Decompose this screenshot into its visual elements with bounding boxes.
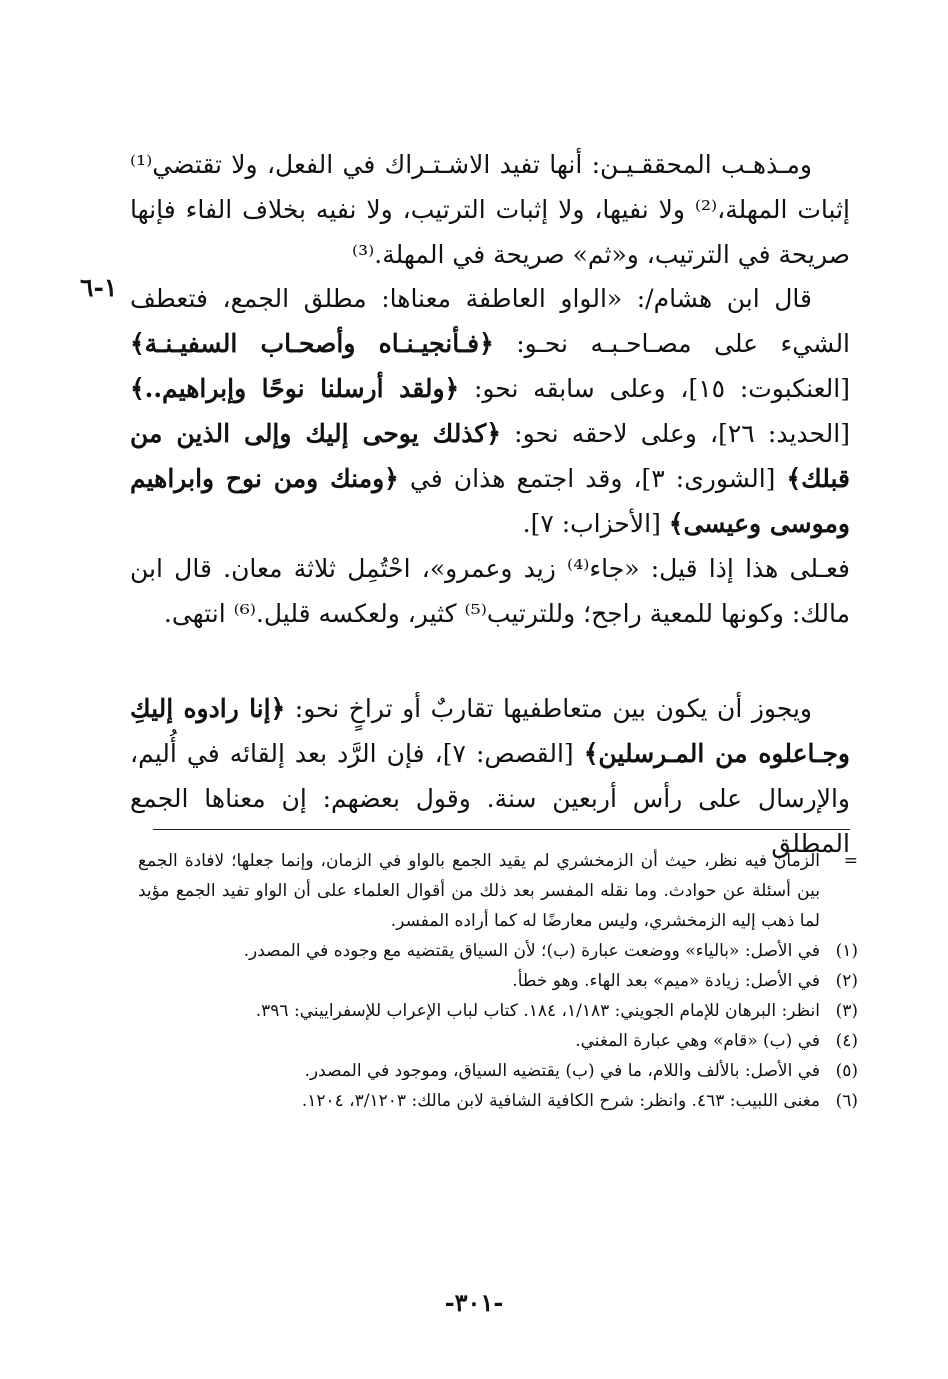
footnote-text: في الأصل: «بالياء» ووضعت عبارة (ب)؛ لأن السياق يقتضيه مع وجوده في المصدر. [243, 941, 820, 961]
quran-quote-2: ﴿ولقد أرسلنا نوحًا وإبراهيم..﴾ [130, 374, 460, 403]
reference-4: [الأحزاب: ٧]. [522, 509, 661, 538]
second-block [130, 686, 850, 866]
reference-3: [الشورى: ٣]، وقد اجتمع هذان في [409, 464, 776, 493]
footnote-text: في (ب) «قام» وهي عبارة المغني. [575, 1031, 820, 1051]
footnote-2 [138, 966, 858, 996]
reference-2: [الحديد: ٢٦]، وعلى لاحقه نحو: [514, 419, 850, 448]
quran-quote-5: ﴿إنا رادوه إليكِ وجـاعلوه من المـرسلين﴾ [130, 694, 851, 768]
footnote-3 [138, 996, 858, 1026]
quote-block [130, 276, 850, 636]
reference-1: [العنكبوت: ١٥]، وعلى سابقه نحو: [473, 374, 850, 403]
page-number: -٣٠١- [444, 1288, 504, 1317]
footnote-number: (٥) [835, 1061, 858, 1081]
paragraph-4-intro: ويجوز أن يكون بين متعاطفيها تقاربٌ أو تراخٍ نحو: [294, 694, 812, 723]
quran-quote-3: ﴿كذلك يوحى إليك وإلى الذين من قبلك﴾ [130, 419, 850, 493]
footnote-text: مغنى اللبيب: ٤٦٣. وانظر: شرح الكافية الشافية لابن مالك: ٣/١٢٠٣، ١٢٠٤. [301, 1091, 820, 1111]
margin-marker: ١-٦ [80, 273, 118, 302]
paragraph-3: فعـلى هذا إذا قيل: «جاء⁽⁴⁾ زيد وعمرو»، احْتُمِل ثلاثة معان. قال ابن مالك: وكونها للمعية راجح؛ وللترتيب⁽⁵⁾ كثير، ولعكسه قليل.⁽⁶⁾ انتهى. [130, 554, 850, 628]
footnote-number: (١) [835, 941, 858, 961]
footnote-number: = [843, 851, 858, 871]
footnote-number: (٤) [835, 1031, 858, 1051]
footnote-5 [138, 1056, 858, 1086]
footnote-text: انظر: البرهان للإمام الجويني: ١/١٨٣، ١٨٤. كتاب لباب الإعراب للإسفراييني: ٣٩٦. [255, 1001, 820, 1021]
footnote-number: (٣) [835, 1001, 858, 1021]
footnote-number: (٦) [835, 1091, 858, 1111]
main-text [130, 142, 850, 277]
footnote-text: الزمان فيه نظر، حيث أن الزمخشري لم يقيد الجمع بالواو في الزمان، وإنما جعلها؛ لافادة الجمع بين أسئلة عن حوادث. وما نقله المفسر بعد ذلك من أقوال العلماء على أن الواو تفيد الجمع مؤيد لما ذهب إليه الزمخشري، وليس معارضًا له كما أراده المفسر. [138, 851, 820, 931]
paragraph-2-intro: قال ابن هشام/: «الواو العاطفة معناها: مطلق الجمع، فتعطف الشيء على مصـاحـبـه نحـو: [130, 284, 851, 358]
footnote-4 [138, 1026, 858, 1056]
footnote-text: في الأصل: بالألف واللام، ما في (ب) يقتضيه السياق، وموجود في المصدر. [304, 1061, 820, 1081]
footnote-continuation [138, 846, 858, 936]
paragraph-4 [130, 686, 850, 866]
footnote-divider [153, 829, 850, 830]
quran-quote-1: ﴿فـأنجيـنـاه وأصحـاب السفيـنـة﴾ [130, 329, 494, 358]
footnote-text: في الأصل: زيادة «ميم» بعد الهاء. وهو خطأ. [512, 971, 820, 991]
reference-5: [القصص: ٧]، فإن الرَّد بعد إلقائه في أُليم، والإرسال على رأس أربعين سنة. وقول بعضهم: إن معناها الجمع المطلق [130, 739, 850, 858]
paragraph-2 [130, 276, 850, 546]
footnote-1 [138, 936, 858, 966]
paragraph-1: ومـذهـب المحققـيـن: أنها تفيد الاشـتـراك في الفعل، ولا تقتضي⁽¹⁾ إثبات المهلة،⁽²⁾ ولا نفيها، ولا إثبات الترتيب، ولا نفيه بخلاف الفاء فإنها صريحة في الترتيب، و«ثم» صريحة في المهلة.⁽³⁾ [130, 150, 850, 269]
footnotes [138, 846, 858, 1116]
quran-quote-4: ﴿ومنك ومن نوح وابراهيم وموسى وعيسى﴾ [130, 464, 850, 538]
footnote-6 [138, 1086, 858, 1116]
footnote-number: (٢) [835, 971, 858, 991]
